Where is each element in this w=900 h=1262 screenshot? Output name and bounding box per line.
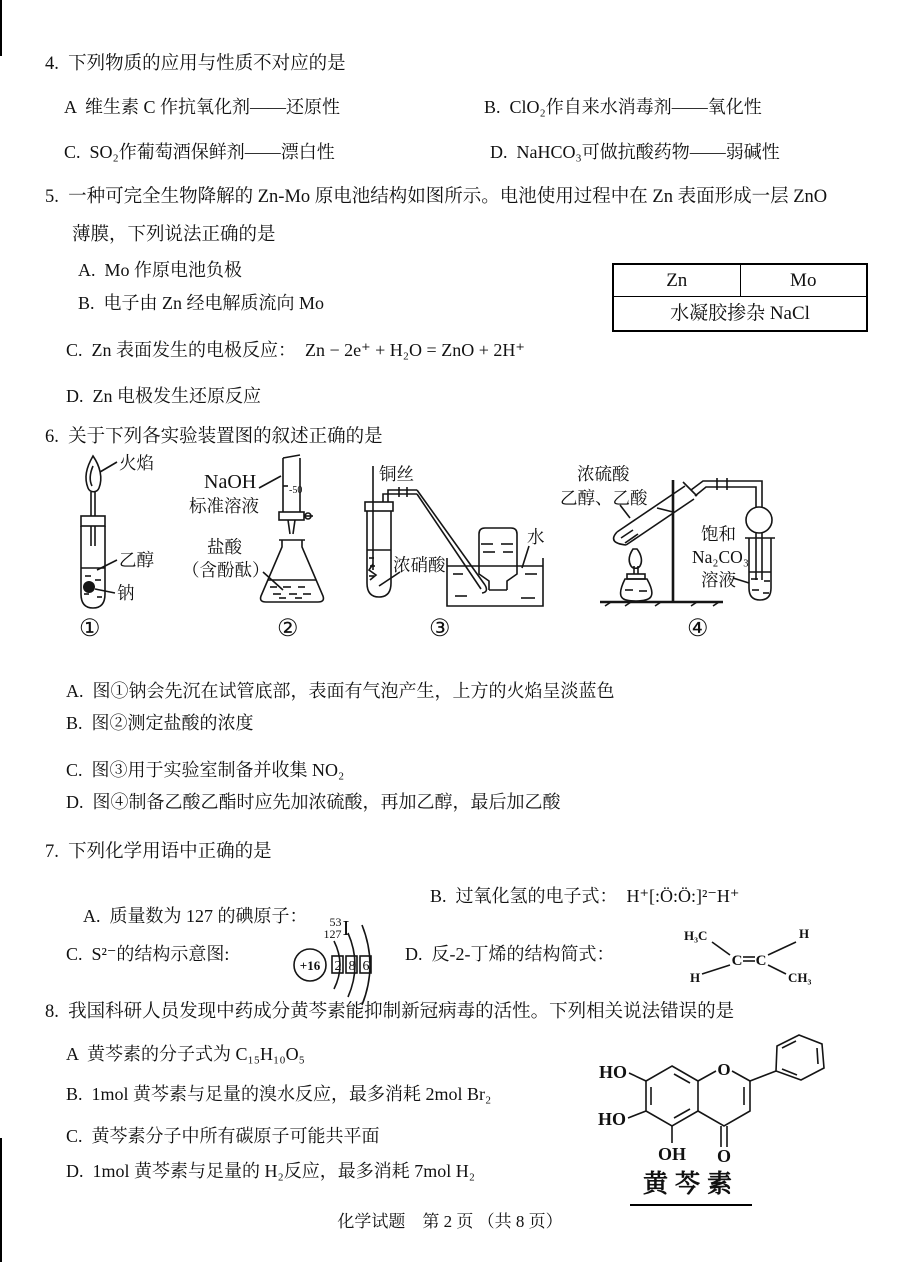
- q7-option-a-text: A. 质量数为 127 的碘原子：: [83, 905, 308, 926]
- isotope-bottom-number: 127: [323, 927, 342, 942]
- isotope-top-number: 53: [329, 914, 342, 929]
- ring-oxygen-label: O: [717, 1060, 731, 1079]
- fig4-sulfuric-acid-label: 浓硫酸: [577, 464, 630, 484]
- scan-edge-mark-top: [0, 0, 2, 56]
- nucleus-charge: +16: [299, 958, 321, 973]
- hydroxyl-bottom-label: OH: [657, 1144, 687, 1164]
- apparatus-1-drawing: [81, 456, 117, 608]
- q8-stem: 8. 我国科研人员发现中药成分黄芩素能抑制新冠病毒的活性。下列相关说法错误的是: [45, 1002, 735, 1022]
- shell-1-electrons: 2: [334, 959, 342, 974]
- butene-carbon-right: C: [755, 953, 767, 969]
- q6-option-d: D. 图④制备乙酸乙酯时应先加浓硫酸，再加乙醇，最后加乙酸: [66, 792, 561, 812]
- q8-option-d: D. 1mol 黄芩素与足量的 H₂反应，最多消耗 7mol H₂: [66, 1161, 476, 1181]
- battery-electrode-zn: Zn: [614, 265, 741, 296]
- battery-electrode-mo: Mo: [790, 270, 817, 291]
- q8-option-c: C. 黄芩素分子中所有碳原子可能共平面: [66, 1126, 380, 1146]
- battery-electrode-row: [614, 265, 866, 297]
- q5-stem-line2: 薄膜，下列说法正确的是: [72, 225, 276, 245]
- q6-option-c: C. 图③用于实验室制备并收集 NO₂: [66, 760, 345, 780]
- q4-option-b: B. ClO₂作自来水消毒剂——氧化性: [484, 97, 762, 117]
- q6-option-a: A. 图①钠会先沉在试管底部，表面有气泡产生，上方的火焰呈淡蓝色: [66, 681, 615, 701]
- fig2-phenolphthalein-label: （含酚酞）: [182, 560, 270, 580]
- butene-h-top-right: H: [799, 926, 810, 941]
- battery-electrolyte: 水凝胶掺杂 NaCl: [670, 303, 810, 324]
- burette-mark: -50: [289, 485, 303, 496]
- shell-2-electrons: 8: [348, 959, 356, 974]
- butene-methyl-top-left: H₃C: [684, 928, 708, 943]
- butene-methyl-bottom-right: CH₃: [788, 970, 812, 985]
- fig4-saturated-label: 饱和: [701, 524, 736, 544]
- q7-option-d-text: D. 反-2-丁烯的结构简式：: [405, 944, 615, 964]
- trans-2-butene-structure: [682, 924, 822, 986]
- butene-h-bottom-left: H: [690, 970, 701, 985]
- q7-option-b: B. 过氧化氢的电子式： H⁺[:Ö:Ö:]²⁻H⁺: [430, 886, 740, 906]
- fig2-hcl-label: 盐酸: [207, 537, 242, 557]
- fig1-caption: ①: [79, 616, 101, 642]
- apparatus-3-drawing: [365, 466, 543, 606]
- scan-edge-mark-bottom: [0, 1138, 2, 1262]
- q7-option-c-text: C. S²⁻的结构示意图:: [66, 944, 230, 964]
- isotope-element: I: [342, 915, 350, 940]
- q4-stem: 4. 下列物质的应用与性质不对应的是: [45, 54, 346, 74]
- fig3-caption: ③: [429, 616, 451, 642]
- fig3-water-label: 水: [527, 527, 545, 547]
- fig1-ethanol-label: 乙醇: [119, 550, 154, 570]
- fig2-caption: ②: [277, 616, 299, 642]
- fig2-standard-solution-label: 标准溶液: [189, 496, 259, 516]
- fig1-flame-label: 火焰: [119, 453, 154, 473]
- q5-option-a: A. Mo 作原电池负极: [78, 260, 243, 280]
- fig1-sodium-label: 钠: [117, 583, 135, 603]
- fig4-solution-label: 溶液: [701, 570, 736, 590]
- hydroxyl-middle-label: HO: [597, 1109, 626, 1129]
- q7-stem: 7. 下列化学用语中正确的是: [45, 842, 272, 862]
- q5-option-d: D. Zn 电极发生还原反应: [66, 386, 261, 406]
- fig3-nitric-acid-label: 浓硝酸: [393, 555, 446, 575]
- ketone-oxygen-label: O: [716, 1146, 732, 1166]
- q6-option-b: B. 图②测定盐酸的浓度: [66, 713, 254, 733]
- butene-carbon-left: C: [731, 953, 743, 969]
- baicalein-structure: [597, 1034, 882, 1166]
- q8-option-b: B. 1mol 黄芩素与足量的溴水反应，最多消耗 2mol Br₂: [66, 1084, 492, 1104]
- shell-3-electrons: 6: [362, 959, 370, 974]
- q8-option-a: A 黄芩素的分子式为 C₁₅H₁₀O₅: [66, 1044, 305, 1064]
- battery-diagram: [612, 263, 868, 332]
- q4-option-c: C. SO₂作葡萄酒保鲜剂——漂白性: [64, 142, 335, 162]
- fig4-na2co3-label: Na₂CO₃: [692, 547, 749, 567]
- q5-stem-line1: 5. 一种可完全生物降解的 Zn-Mo 原电池结构如图所示。电池使用过程中在 Zn 表面形成一层 ZnO: [45, 187, 828, 207]
- baicalein-caption: 黄芩素: [630, 1164, 752, 1206]
- q4-option-d: D. NaHCO₃可做抗酸药物——弱碱性: [490, 142, 780, 162]
- q5-option-c: C. Zn 表面发生的电极反应： Zn − 2e⁺ + H₂O = ZnO + 2H⁺: [66, 340, 525, 360]
- fig4-ethanol-acid-label: 乙醇、乙酸: [560, 488, 648, 508]
- sulfide-ion-structure-diagram: [288, 922, 392, 1008]
- q5-option-b: B. 电子由 Zn 经电解质流向 Mo: [78, 293, 325, 313]
- q6-stem: 6. 关于下列各实验装置图的叙述正确的是: [45, 427, 383, 447]
- fig3-copper-wire-label: 铜丝: [379, 464, 414, 484]
- fig2-naoh-label: NaOH: [204, 471, 257, 493]
- fig4-caption: ④: [687, 616, 709, 642]
- q4-option-a: A 维生素 C 作抗氧化剂——还原性: [64, 97, 341, 117]
- page-footer: 化学试题 第 2 页 （共 8 页）: [337, 1212, 563, 1231]
- hydroxyl-top-label: HO: [598, 1062, 627, 1082]
